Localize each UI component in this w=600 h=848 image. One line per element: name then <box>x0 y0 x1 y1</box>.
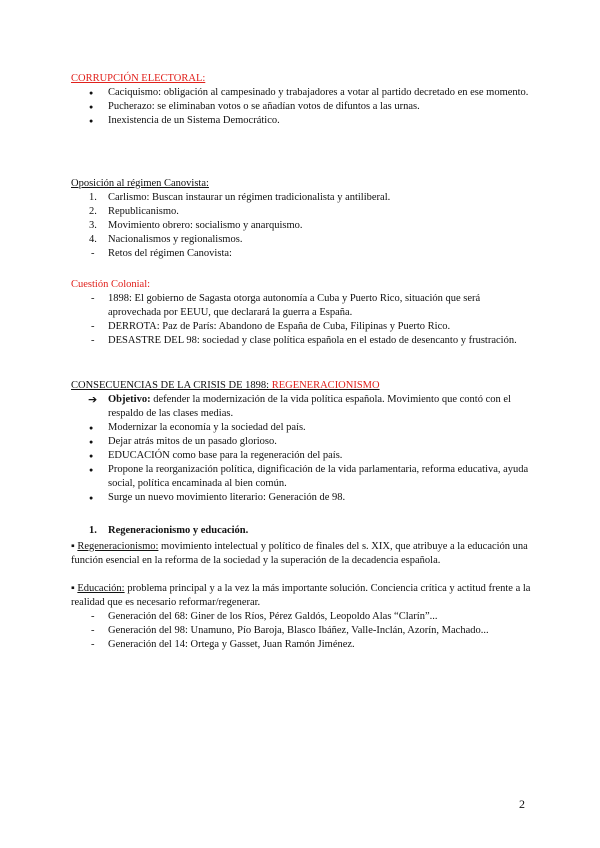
arrow-icon: ➔ <box>88 393 98 406</box>
section-regeneracionismo <box>71 524 531 652</box>
section-corrupcion <box>71 72 531 128</box>
dash-list <box>71 610 531 652</box>
list-item: 1. Carlismo: Buscan instaurar un régimen tradicionalista y antiliberal. <box>89 192 391 203</box>
list-item: 3. Movimiento obrero: socialismo y anarquismo. <box>89 220 303 231</box>
section-consecuencias <box>71 379 531 505</box>
list-item: ➔ Objetivo: defender la modernización de la vida política española. Movimiento que contó con el respaldo de las clases medias. <box>88 393 511 419</box>
section-title: CORRUPCIÓN ELECTORAL: <box>71 73 206 84</box>
list-item: 4. Nacionalismos y regionalismos. <box>89 234 243 245</box>
section-title: CONSECUENCIAS DE LA CRISIS DE 1898: REGENERACIONISMO <box>71 380 380 391</box>
section-title: Oposición al régimen Canovista: <box>71 178 209 189</box>
numbered-list <box>71 191 531 261</box>
list-item: Modernizar la economía y la sociedad del país. <box>108 422 306 433</box>
list-item: Caciquismo: obligación al campesinado y trabajadores a votar al partido decretado en ese momento. <box>108 87 529 98</box>
subsection-title: 1. Regeneracionismo y educación. <box>89 525 249 536</box>
list-item: Pucherazo: se eliminaban votos o se añadían votos de difuntos a las urnas. <box>108 101 420 112</box>
list-item: Inexistencia de un Sistema Democrático. <box>108 115 280 126</box>
list-item: - Generación del 14: Ortega y Gasset, Juan Ramón Jiménez. <box>91 639 355 650</box>
list-item: - DESASTRE DEL 98: sociedad y clase política española en el estado de desencanto y frustración. <box>91 335 517 346</box>
list-item: Dejar atrás mitos de un pasado glorioso. <box>108 436 277 447</box>
bullet-list <box>71 393 531 505</box>
list-item: Surge un nuevo movimiento literario: Generación de 98. <box>108 492 346 503</box>
paragraph-regeneracionismo: ▪ Regeneracionismo: movimiento intelectual y político de finales del s. XIX, que atribuye a la educación una función esencial en la reforma de la sociedad y la superación de la decadencia española. <box>71 541 528 566</box>
list-item: EDUCACIÓN como base para la regeneración del país. <box>108 450 343 461</box>
list-item: - 1898: El gobierno de Sagasta otorga autonomía a Cuba y Puerto Rico, situación que será aprovechada por EEUU, que declarará la guerra a España. <box>91 293 481 318</box>
list-item: - Generación del 98: Unamuno, Pío Baroja, Blasco Ibáñez, Valle-Inclán, Azorín, Machado... <box>91 625 489 636</box>
section-colonial <box>71 278 531 348</box>
page-number: 2 <box>519 797 525 811</box>
list-item: Propone la reorganización política, dignificación de la vida parlamentaria, reforma educativa, ayuda social, política encaminada al bien común. <box>108 464 529 489</box>
section-title: Cuestión Colonial: <box>71 279 151 290</box>
section-oposicion <box>71 177 531 261</box>
bullet-list <box>71 86 531 128</box>
list-item: 2. Republicanismo. <box>89 206 179 217</box>
list-item: - Generación del 68: Giner de los Ríos, Pérez Galdós, Leopoldo Alas “Clarín”... <box>91 611 438 622</box>
list-item: - Retos del régimen Canovista: <box>91 248 232 259</box>
list-item: - DERROTA: Paz de París: Abandono de España de Cuba, Filipinas y Puerto Rico. <box>91 321 451 332</box>
dash-list <box>71 292 531 348</box>
paragraph-educacion: ▪ Educación: problema principal y a la vez la más importante solución. Conciencia crítica y actitud frente a la realidad que es necesario reformar/regenerar. <box>71 583 531 608</box>
